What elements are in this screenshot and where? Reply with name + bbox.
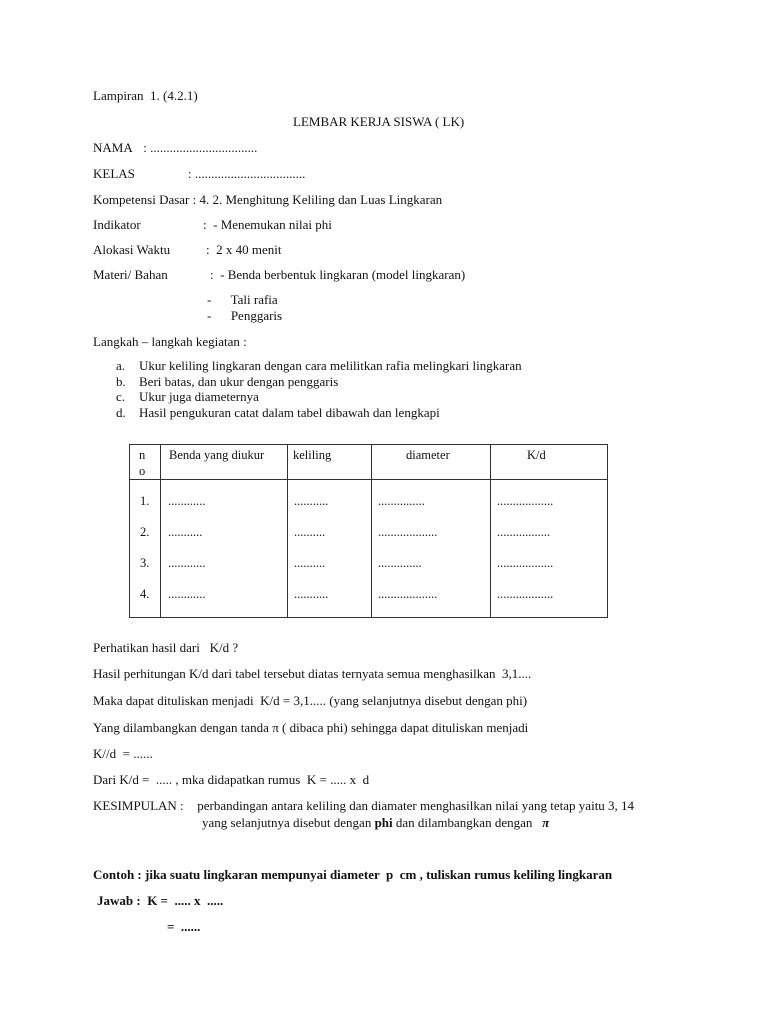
row-benda: ........... [168, 525, 203, 539]
row-diameter: ................... [378, 587, 438, 601]
materi-label: Materi/ Bahan [93, 267, 168, 282]
table-divider [287, 445, 288, 617]
table-divider [490, 445, 491, 617]
row-keliling: .......... [294, 556, 326, 570]
row-kd: ................. [497, 525, 551, 539]
row-keliling: .......... [294, 525, 326, 539]
paragraph-text: ( dibaca phi) sehingga dapat dituliskan menjadi [278, 720, 529, 735]
phi-word: phi [374, 815, 393, 830]
langkah-item: Ukur juga diameternya [139, 389, 259, 404]
paragraph: Dari K/d = ..... , mka didapatkan rumus K = ..... x d [93, 772, 370, 787]
kelas-field: : .................................. [188, 166, 306, 181]
paragraph-text: Yang dilambangkan dengan tanda [93, 720, 273, 735]
kesimpulan-text-part: dan dilambangkan dengan [392, 815, 543, 830]
measurement-table [129, 444, 608, 618]
header-benda: Benda yang diukur [169, 448, 265, 462]
row-no: 1. [140, 494, 150, 508]
paragraph [93, 720, 528, 736]
nama-field: : ................................. [140, 140, 258, 155]
indikator-label: Indikator [93, 217, 141, 232]
paragraph: Perhatikan hasil dari K/d ? [93, 640, 239, 655]
kesimpulan-text: perbandingan antara keliling dan diamater menghasilkan nilai yang tetap yaitu 3, 14 [194, 798, 635, 813]
table-divider [371, 445, 372, 617]
langkah-heading: Langkah – langkah kegiatan : [93, 334, 247, 349]
nama-label: NAMA [93, 140, 133, 155]
row-no: 3. [140, 556, 150, 570]
header-kd: K/d [527, 448, 546, 462]
langkah-item: Beri batas, dan ukur dengan penggaris [139, 374, 339, 389]
indikator-value: : - Menemukan nilai phi [203, 217, 332, 232]
header-no: n [139, 448, 146, 462]
row-keliling: ........... [294, 494, 329, 508]
row-diameter: .............. [378, 556, 422, 570]
row-diameter: ................... [378, 525, 438, 539]
langkah-marker: c. [116, 389, 126, 404]
worksheet-title: LEMBAR KERJA SISWA ( LK) [293, 114, 465, 129]
jawab-line: = ...... [167, 919, 201, 934]
table-divider [160, 445, 161, 617]
row-benda: ............ [168, 556, 206, 570]
header-keliling: keliling [293, 448, 332, 462]
contoh-question: Contoh : jika suatu lingkaran mempunyai diameter p cm , tuliskan rumus keliling lingkaran [93, 867, 613, 882]
langkah-marker: a. [116, 358, 126, 373]
paragraph: Hasil perhitungan K/d dari tabel tersebut diatas ternyata semua menghasilkan 3,1.... [93, 666, 532, 681]
materi-item: - Tali rafia [207, 292, 278, 307]
lampiran-label: Lampiran 1. (4.2.1) [93, 88, 198, 103]
row-kd: .................. [497, 556, 554, 570]
row-kd: .................. [497, 494, 554, 508]
kesimpulan-text [202, 815, 549, 831]
langkah-item: Ukur keliling lingkaran dengan cara melilitkan rafia melingkari lingkaran [139, 358, 522, 373]
materi-value: : - Benda berbentuk lingkaran (model lingkaran) [210, 267, 466, 282]
langkah-marker: d. [116, 405, 126, 420]
paragraph: K//d = ...... [93, 746, 153, 761]
row-benda: ............ [168, 587, 206, 601]
jawab-line: Jawab : K = ..... x ..... [97, 893, 224, 908]
row-no: 2. [140, 525, 150, 539]
kompetensi-dasar: Kompetensi Dasar : 4. 2. Menghitung Keliling dan Luas Lingkaran [93, 192, 443, 207]
header-no: o [139, 464, 146, 478]
row-kd: .................. [497, 587, 554, 601]
kesimpulan-label: KESIMPULAN : [93, 798, 184, 813]
header-diameter: diameter [406, 448, 450, 462]
kesimpulan-text-part: yang selanjutnya disebut dengan [202, 815, 375, 830]
row-keliling: ........... [294, 587, 329, 601]
paragraph: Maka dapat dituliskan menjadi K/d = 3,1..... (yang selanjutnya disebut dengan phi) [93, 693, 528, 708]
pi-symbol: π [542, 815, 550, 830]
langkah-item: Hasil pengukuran catat dalam tabel dibawah dan lengkapi [139, 405, 440, 420]
alokasi-label: Alokasi Waktu [93, 242, 171, 257]
materi-item: - Penggaris [207, 308, 283, 323]
pi-symbol: π [272, 720, 279, 735]
table-divider [130, 479, 607, 480]
row-benda: ............ [168, 494, 206, 508]
row-no: 4. [140, 587, 150, 601]
alokasi-value: : 2 x 40 menit [206, 242, 282, 257]
langkah-marker: b. [116, 374, 126, 389]
kelas-label: KELAS [93, 166, 135, 181]
row-diameter: ............... [378, 494, 425, 508]
